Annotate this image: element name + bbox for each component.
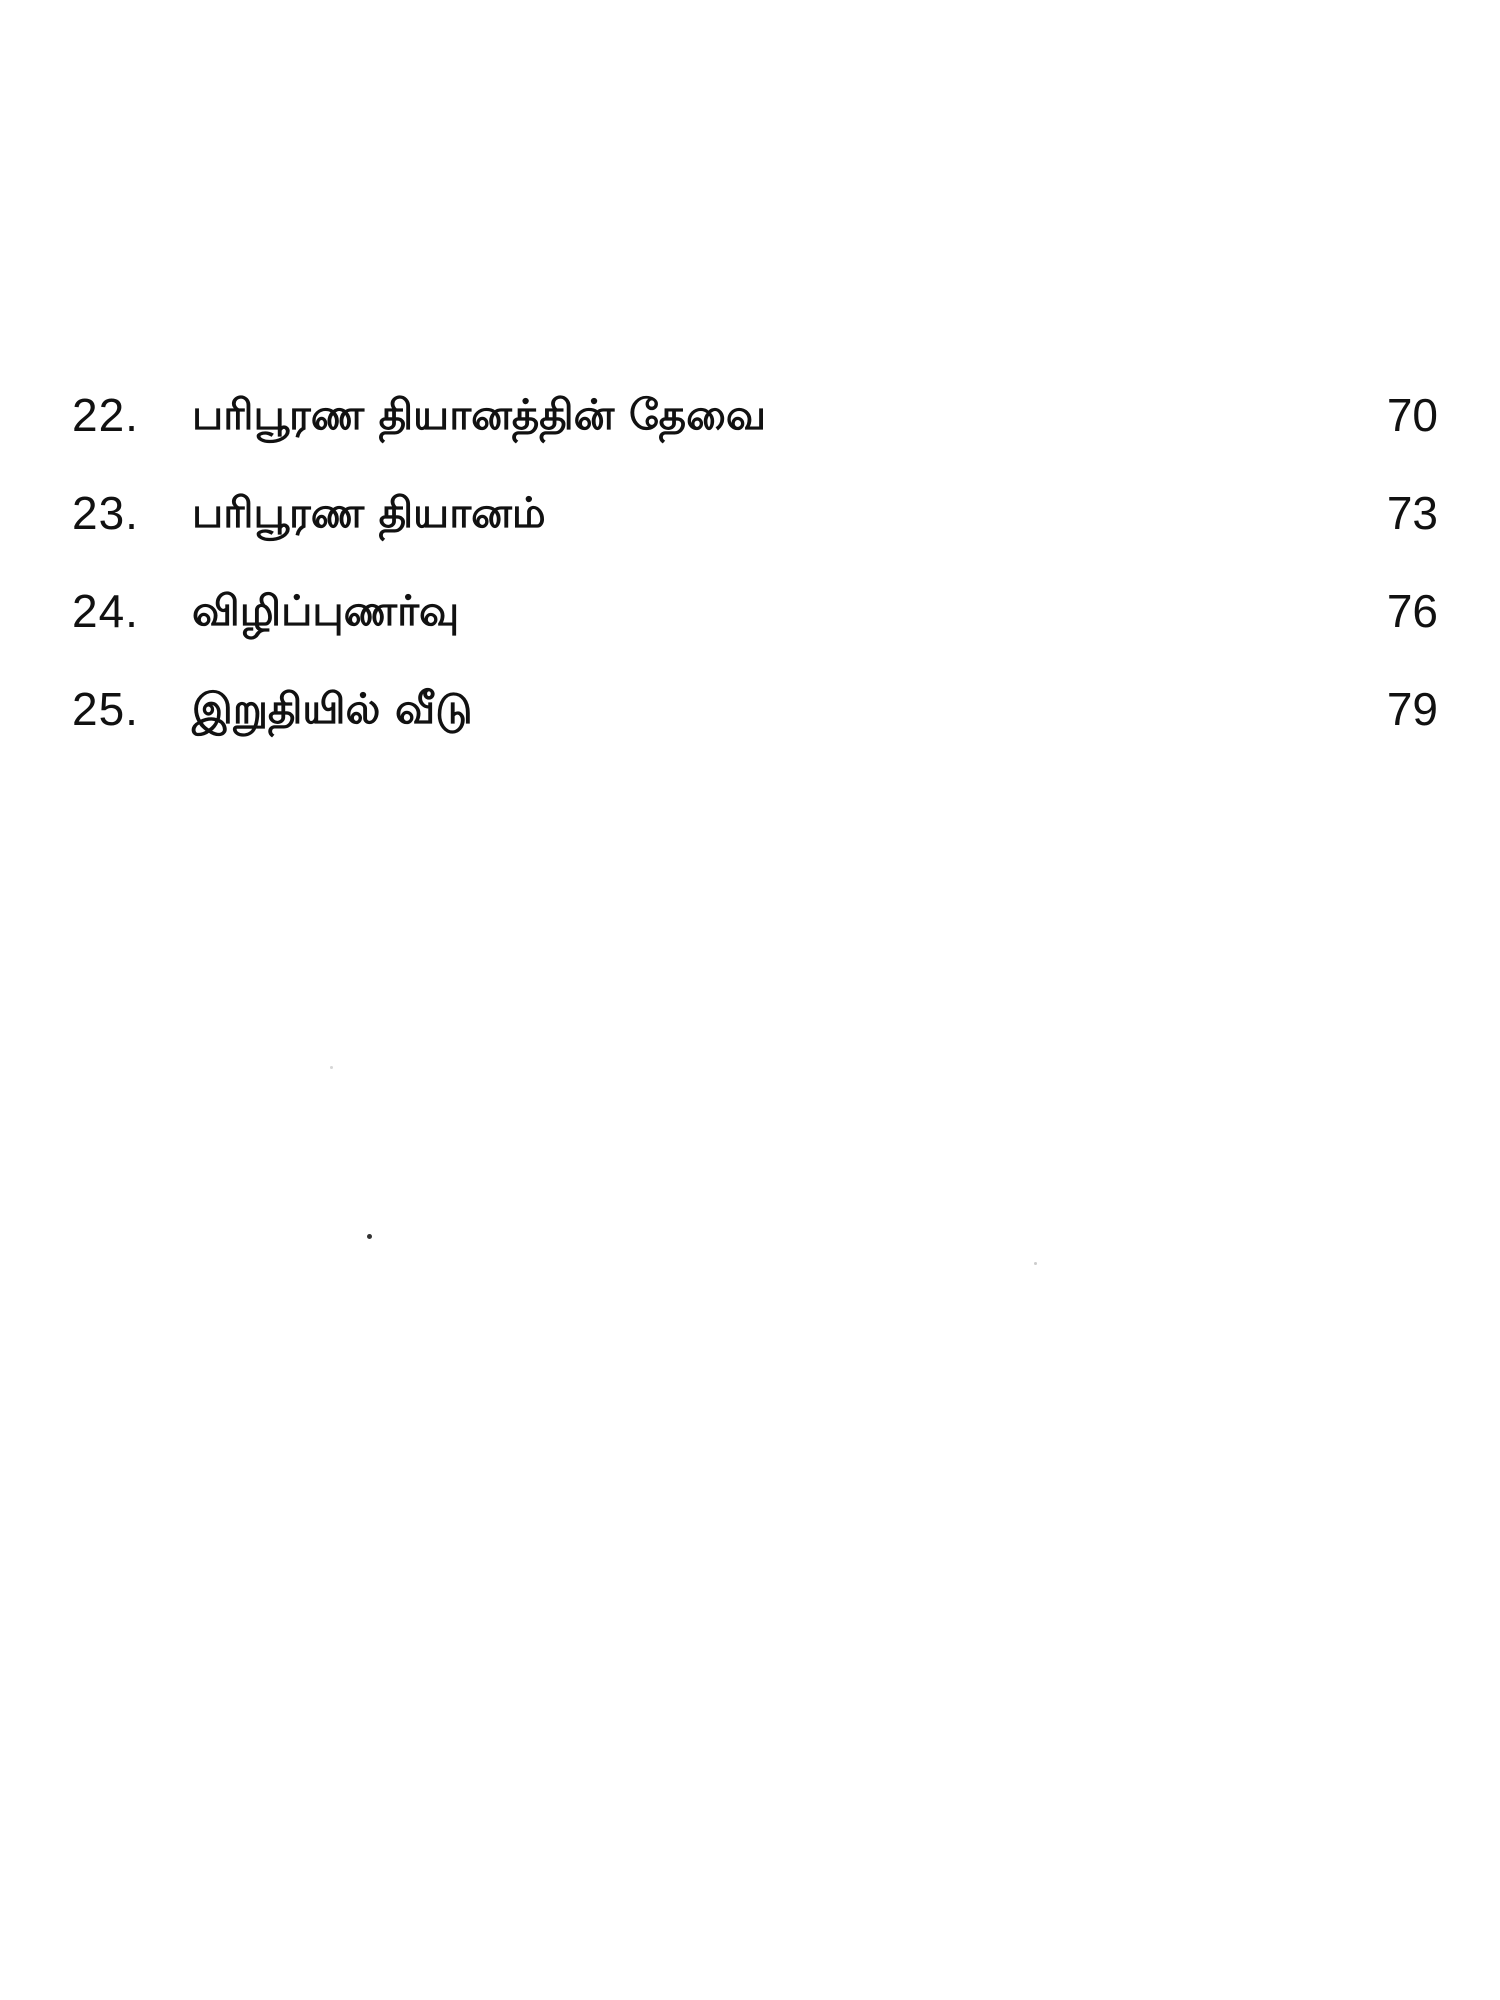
- toc-entry[interactable]: [0, 478, 1500, 576]
- scan-speck: [367, 1234, 372, 1239]
- scan-speck: [330, 1066, 333, 1069]
- toc-entry-number: 24.: [72, 585, 139, 637]
- toc-entry-title: பரிபூரண தியானம்: [192, 488, 546, 537]
- toc-entry-title: பரிபூரண தியானத்தின் தேவை: [192, 390, 767, 439]
- toc-entry[interactable]: [0, 674, 1500, 772]
- toc-entry-number: 22.: [72, 389, 139, 441]
- toc-entry-page: 79: [1386, 683, 1438, 735]
- toc-entry-page: 70: [1386, 389, 1438, 441]
- scan-speck: [1034, 1262, 1037, 1265]
- toc-entry-page: 73: [1386, 487, 1438, 539]
- toc-entry-title: விழிப்புணர்வு: [192, 586, 460, 635]
- toc-entry-number: 25.: [72, 683, 139, 735]
- toc-entry[interactable]: [0, 576, 1500, 674]
- toc-entry-page: 76: [1386, 585, 1438, 637]
- toc-entry-number: 23.: [72, 487, 139, 539]
- table-of-contents: [0, 380, 1500, 772]
- toc-entry-title: இறுதியில் வீடு: [192, 684, 473, 733]
- toc-entry[interactable]: [0, 380, 1500, 478]
